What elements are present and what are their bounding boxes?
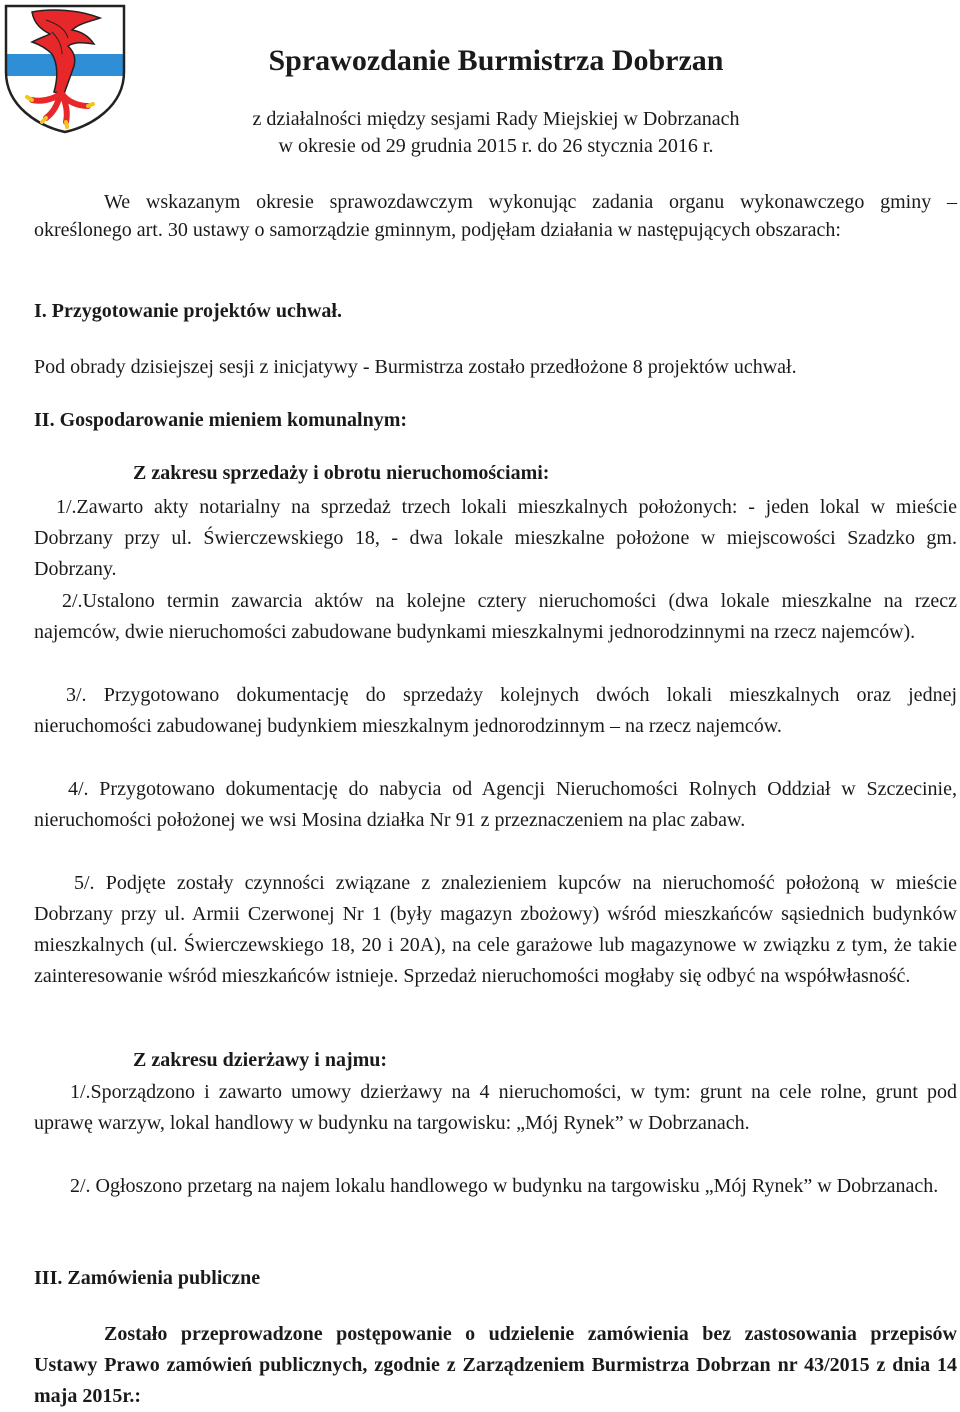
section-3-text: Zostało przeprowadzone postępowanie o udzielenie zamówienia bez zastosowania przepisów Ustawy Prawo zamówień publicznych, zgodnie z Zarządzeniem Burmistrza Dobrzan nr 43/2015 z dnia 14 maja 2015r.: [34, 1323, 957, 1407]
sales-item-4: 4/. Przygotowano dokumentację do nabycia od Agencji Nieruchomości Rolnych Oddział w Szczecinie, nieruchomości położonej we wsi Mosina działka Nr 91 z przeznaczeniem na plac zabaw. [34, 778, 957, 831]
section-2-heading: II. Gospodarowanie mieniem komunalnym: [34, 409, 408, 431]
intro-paragraph: We wskazanym okresie sprawozdawczym wykonując zadania organu wykonawczego gminy – określonego art. 30 ustawy o samorządzie gminnym, podjęłam działania w następujących obszarach: [34, 191, 957, 241]
lease-item-2: 2/. Ogłoszono przetarg na najem lokalu handlowego w budynku na targowisku „Mój Rynek” w Dobrzanach. [70, 1175, 939, 1197]
sales-item-1: 1/.Zawarto akty notarialny na sprzedaż trzech lokali mieszkalnych położonych: - jeden lokal w mieście Dobrzany przy ul. Świerczewskiego 18, - dwa lokale mieszkalne położone w miejscowości Szadzko gm. Dobrzany. [34, 496, 957, 580]
section-3-heading: III. Zamówienia publiczne [34, 1267, 261, 1289]
section-1-text: Pod obrady dzisiejszej sesji z inicjatywy - Burmistrza zostało przedłożone 8 projektów uchwał. [34, 356, 797, 378]
document-subtitle-line2: w okresie od 29 grudnia 2015 r. do 26 stycznia 2016 r. [278, 135, 714, 157]
document-subtitle-line1: z działalności między sesjami Rady Miejskiej w Dobrzanach [252, 108, 740, 130]
sales-item-3: 3/. Przygotowano dokumentację do sprzedaży kolejnych dwóch lokali mieszkalnych oraz jednej nieruchomości zabudowanej budynkiem mieszkalnym jednorodzinnym – na rzecz najemców. [34, 684, 957, 737]
document-title: Sprawozdanie Burmistrza Dobrzan [268, 44, 724, 77]
sales-item-2: 2/.Ustalono termin zawarcia aktów na kolejne cztery nieruchomości (dwa lokale mieszkalne na rzecz najemców, dwie nieruchomości zabudowane budynkami mieszkalnymi jednorodzinnymi na rzecz najemców). [34, 590, 957, 643]
lease-subheading: Z zakresu dzierżawy i najmu: [133, 1049, 388, 1071]
lease-item-1: 1/.Sporządzono i zawarto umowy dzierżawy na 4 nieruchomości, w tym: grunt na cele rolne, grunt pod uprawę warzyw, lokal handlowy w budynku na targowisku: „Mój Rynek” w Dobrzanach. [34, 1081, 957, 1134]
sales-subheading: Z zakresu sprzedaży i obrotu nieruchomościami: [133, 462, 550, 484]
sales-item-5: 5/. Podjęte zostały czynności związane z znalezieniem kupców na nieruchomość położoną w mieście Dobrzany przy ul. Armii Czerwonej Nr 1 (były magazyn zbożowy) wśród mieszkańców sąsiednich budynków mieszkalnych (ul. Świerczewskiego 18, 20 i 20A), na cele garażowe lub magazynowe w związku z tym, że takie zainteresowanie wśród mieszkańców istnieje. Sprzedaż nieruchomości mogłaby się odbyć na współwłasność. [34, 872, 957, 987]
section-1-heading: I. Przygotowanie projektów uchwał. [34, 300, 342, 322]
